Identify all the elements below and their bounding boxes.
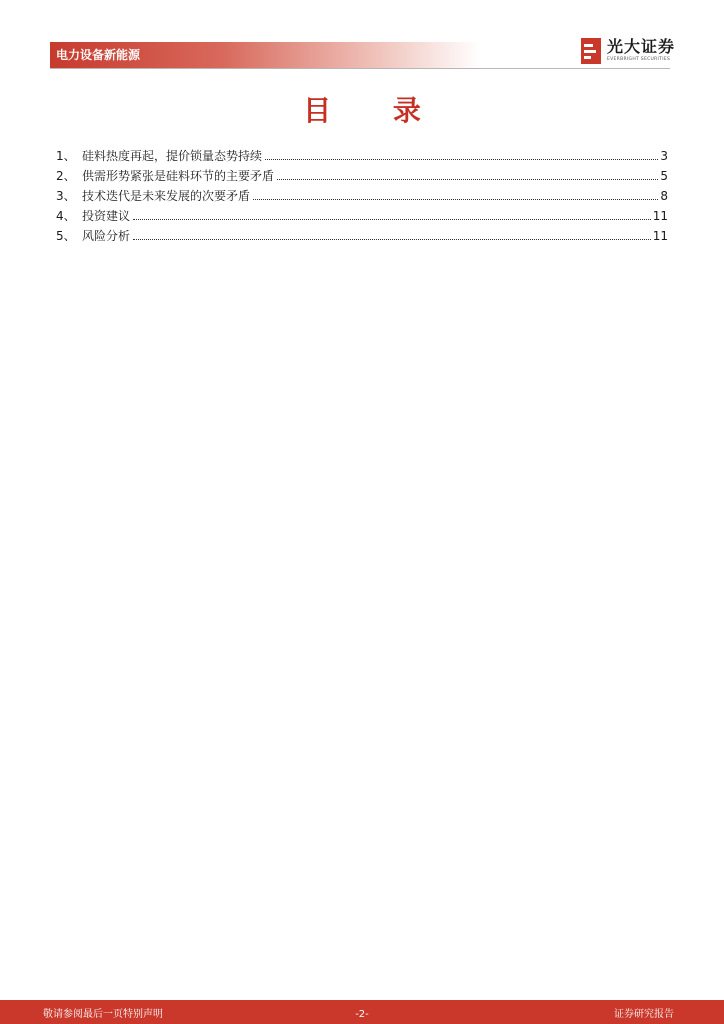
toc-entry-page: 11 [652, 209, 668, 223]
toc-entry-page: 3 [660, 149, 668, 163]
section-label: 电力设备新能源 [56, 48, 141, 62]
footer-doc-type: 证券研究报告 [614, 1009, 674, 1020]
toc-entry-page: 8 [660, 189, 668, 203]
toc-entry-page: 11 [652, 229, 668, 243]
logo-text-cn: 光大证券 [607, 37, 676, 56]
toc-entry-title: 技术迭代是未来发展的次要矛盾 [82, 189, 251, 203]
toc-entry-number: 3、 [56, 189, 76, 203]
toc-leader-dots [133, 239, 651, 240]
toc-entry[interactable] [56, 164, 668, 184]
toc-leader-dots [133, 219, 651, 220]
toc-entry-number: 5、 [56, 229, 76, 243]
toc-entry-number: 1、 [56, 149, 76, 163]
footer-page-number: -2- [355, 1009, 369, 1020]
toc-entry[interactable] [56, 144, 668, 164]
toc-leader-dots [253, 199, 658, 200]
toc-leader-dots [265, 159, 658, 160]
toc-entry-page: 5 [660, 169, 668, 183]
toc-entry-number: 2、 [56, 169, 76, 183]
company-logo [581, 37, 676, 67]
toc-entry-title: 硅料热度再起，提价锁量态势持续 [82, 149, 263, 163]
toc-entry[interactable] [56, 184, 668, 204]
toc-list [56, 144, 668, 244]
toc-entry-title: 风险分析 [82, 229, 131, 243]
toc-entry-title: 投资建议 [82, 209, 131, 223]
toc-entry[interactable] [56, 224, 668, 244]
toc-entry[interactable] [56, 204, 668, 224]
logo-mark-icon [581, 38, 601, 64]
logo-text-en: EVERBRIGHT SECURITIES [607, 57, 671, 62]
toc-entry-title: 供需形势紧张是硅料环节的主要矛盾 [82, 169, 275, 183]
toc-entry-number: 4、 [56, 209, 76, 223]
toc-title: 目 录 [303, 94, 447, 127]
header-divider [50, 68, 670, 69]
header-band [50, 42, 480, 68]
toc-leader-dots [277, 179, 658, 180]
footer-disclaimer: 敬请参阅最后一页特别声明 [43, 1009, 163, 1020]
